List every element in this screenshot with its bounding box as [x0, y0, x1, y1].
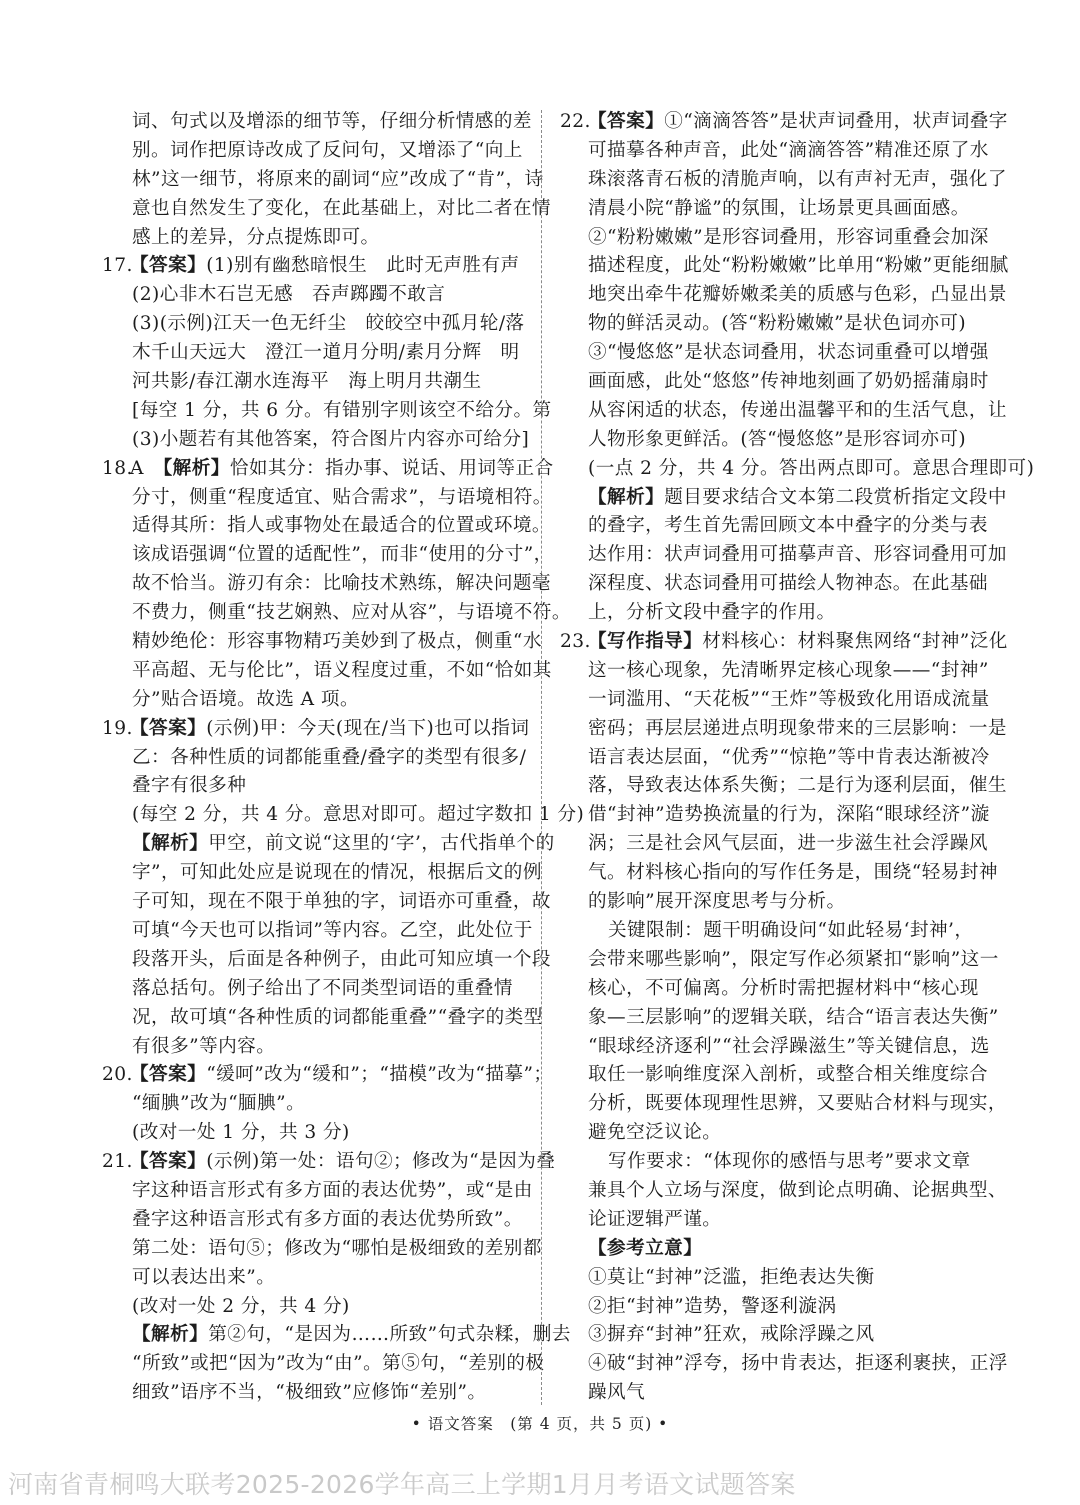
text-line: 象—三层影响”的逻辑关联，结合“语言表达失衡” — [588, 1006, 999, 1028]
right-column — [560, 108, 1035, 1408]
text-line: (每空 2 分，共 4 分。意思对即可。超过字数扣 1 分) — [132, 804, 585, 826]
text-line: 达作用：状声词叠用可描摹声音、形容词叠用可加 — [588, 544, 1007, 566]
text-line: “眼球经济逐利”“社会浮躁滋生”等关键信息，选 — [588, 1035, 990, 1057]
answer-label: 【答案】 — [130, 1064, 207, 1086]
question-19-first-line — [102, 715, 530, 744]
text-line: (改对一处 2 分，共 4 分) — [132, 1295, 350, 1317]
question-number: 19. — [102, 717, 133, 739]
question-22-first-line — [560, 108, 1008, 137]
question-21-first-line — [102, 1148, 556, 1177]
text-line: ②拒“封神”造势，警逐利漩涡 — [588, 1295, 837, 1317]
question-number: 21. — [102, 1151, 133, 1173]
text-line: ③“慢悠悠”是状态词叠用，状态词重叠可以增强 — [588, 342, 989, 364]
text-line: 密码；再层层递进点明现象带来的三层影响：一是 — [588, 717, 1007, 739]
text-line: 林”这一细节，将原来的副词“应”改成了“肯”，诗 — [132, 168, 544, 190]
question-number: 23. — [560, 631, 591, 653]
answer-text: (1)别有幽愁暗恨生 此时无声胜有声 — [206, 255, 520, 277]
text-line: 物的鲜活灵动。(答“粉粉嫩嫩”是状色词亦可) — [588, 313, 967, 335]
text-line: 可填“今天也可以指词”等内容。乙空，此处位于 — [132, 919, 533, 941]
reference-heading — [560, 1235, 980, 1264]
text-line: 地突出牵牛花瓣娇嫩柔美的质感与色彩，凸显出景 — [588, 284, 1007, 306]
text-line: 字这种语言形式有多方面的表达优势”，或“是由 — [132, 1179, 533, 1201]
question-18-first-line — [102, 455, 554, 484]
text-line: 词、句式以及增添的细节等，仔细分析情感的差 — [132, 111, 532, 132]
answer-label: 【答案】 — [588, 111, 665, 132]
answer-text: (示例)第一处：语句②；修改为“是因为叠 — [206, 1151, 556, 1173]
text-line: 字”，可知此处应是说现在的情况，根据后文的例 — [132, 862, 542, 884]
text-line: 木千山天远大 澄江一道月分明/素月分辉 明 — [132, 342, 520, 364]
text-line: 精妙绝伦：形容事物精巧美妙到了极点，侧重“水 — [132, 631, 542, 653]
text-line: 适得其所：指人或事物处在最适合的位置或环境。 — [132, 515, 551, 537]
text-line: “所致”或把“因为”改为“由”。第⑤句，“差别的极 — [132, 1353, 545, 1375]
text-line: 描述程度，此处“粉粉嫩嫩”比单用“粉嫩”更能细腻 — [588, 255, 1009, 277]
text-line: 兼具个人立场与深度，做到论点明确、论据典型、 — [588, 1179, 1007, 1201]
text-line: 避免空泛议论。 — [588, 1122, 722, 1144]
text-line: 躁风气 — [588, 1382, 646, 1404]
answer-text: (示例)甲：今天(现在/当下)也可以指词 — [206, 717, 530, 739]
text-line: 珠滚落青石板的清脆声响，以有声衬无声，强化了 — [588, 168, 1007, 190]
text-line: (2)心非木石岂无感 吞声踯躅不敢言 — [132, 284, 446, 306]
text-line: 乙：各种性质的词都能重叠/叠字的类型有很多/ — [132, 746, 527, 768]
column-divider — [541, 110, 542, 1405]
text-line: (3)(示例)江天一色无纤尘 皎皎空中孤月轮/落 — [132, 313, 525, 335]
text-line: 深程度、状态词叠用可描绘人物神态。在此基础 — [588, 573, 988, 595]
text-line: 一词滥用、“天花板”“王炸”等极致化用语成流量 — [588, 688, 990, 710]
answer-label: 【答案】 — [130, 255, 207, 277]
answer-label: 【答案】 — [130, 1151, 207, 1173]
page-footer: • 语文答案 (第 4 页，共 5 页) • — [411, 1415, 669, 1433]
text-line: 段落开头，后面是各种例子，由此可知应填一个段 — [132, 948, 551, 970]
analysis-label: 【解析】 — [132, 1324, 209, 1346]
text-line: (改对一处 1 分，共 3 分) — [132, 1122, 350, 1144]
question-number: 18. — [102, 457, 133, 479]
text-line: 核心，不可偏离。分析时需把握材料中“核心现 — [588, 977, 979, 999]
watermark: 河南省青桐鸣大联考2025-2026学年高三上学期1月月考语文试题答案 — [8, 1470, 796, 1499]
text-line: ②“粉粉嫩嫩”是形容词叠用，形容词重叠会加深 — [588, 226, 989, 248]
text-line: 不费力，侧重“技艺娴熟、应对从容”，与语境不符。 — [132, 602, 571, 624]
question-17-first-line — [102, 252, 522, 281]
text-line: ④破“封神”浮夸，扬中肯表达，拒逐利裹挟，正浮 — [588, 1353, 1008, 1375]
answer-text: ①“滴滴答答”是状声词叠用，状声词叠字 — [664, 111, 1008, 132]
question-number: 20. — [102, 1064, 133, 1086]
question-23-first-line — [560, 628, 1008, 657]
text-line: (3)小题若有其他答案，符合图片内容亦可给分] — [132, 428, 530, 450]
text-line: 取任一影响维度深入剖析，或整合相关维度综合 — [588, 1064, 988, 1086]
text-line: 感上的差异，分点提炼即可。 — [132, 226, 380, 248]
text-line: 气。材料核心指向的写作任务是，围绕“轻易封神 — [588, 862, 998, 884]
text-line: 细致”语序不当，“极细致”应修饰“差别”。 — [132, 1382, 487, 1404]
analysis-text: 甲空，前文说“这里的‘字’，古代指单个的 — [208, 833, 555, 855]
text-line: 画面感，此处“悠悠”传神地刻画了奶奶摇蒲扇时 — [588, 371, 989, 393]
analysis-text: 题目要求结合文本第二段赏析指定文段中 — [664, 486, 1007, 508]
paragraph-first-line: 关键限制：题干明确设问“如此轻易‘封神’， — [608, 919, 974, 941]
text-line: 子可知，现在不限于单独的字，词语亦可重叠，故 — [132, 891, 551, 913]
text-line: 分析，既要体现理性思辨，又要贴合材料与现实， — [588, 1093, 1007, 1115]
text-line: 落总括句。例子给出了不同类型词语的重叠情 — [132, 977, 513, 999]
paragraph-first-line: 写作要求：“体现你的感悟与思考”要求文章 — [608, 1151, 971, 1173]
text-line: [每空 1 分，共 6 分。有错别字则该空不给分。第 — [132, 399, 552, 421]
text-line: “缅腆”改为“腼腆”。 — [132, 1093, 306, 1115]
text-line: 分寸，侧重“程度适宜、贴合需求”，与语境相符。 — [132, 486, 552, 508]
text-line: 有很多”等内容。 — [132, 1035, 276, 1057]
text-line: 上，分析文段中叠字的作用。 — [588, 602, 836, 624]
text-line: 的影响”展开深度思考与分析。 — [588, 891, 846, 913]
text-line: 可以表达出来”。 — [132, 1266, 276, 1288]
text-line: 这一核心现象，先清晰界定核心现象——“封神” — [588, 659, 989, 681]
answer-label: 【解析】 — [162, 457, 230, 479]
answer-text: 恰如其分：指办事、说话、用词等正合 — [229, 457, 554, 479]
answer-text: 材料核心：材料聚焦网络“封神”泛化 — [702, 631, 1008, 653]
text-line: 该成语强调“位置的适配性”，而非“使用的分寸”， — [132, 544, 553, 566]
analysis-first-line — [102, 1321, 571, 1350]
answer-text: “缓呵”改为“缓和”；“描模”改为“描摹”； — [206, 1064, 553, 1086]
text-line: 别。词作把原诗改成了反问句，又增添了“向上 — [132, 139, 523, 161]
analysis-first-line — [560, 484, 1007, 513]
text-line: 会带来哪些影响”，限定写作必须紧扣“影响”这一 — [588, 948, 999, 970]
question-number: 17. — [102, 255, 133, 277]
text-line: ①莫让“封神”泛滥，拒绝表达失衡 — [588, 1266, 875, 1288]
text-line: 第二处：语句⑤；修改为“哪怕是极细致的差别都 — [132, 1237, 542, 1259]
text-line: 意也自然发生了变化，在此基础上，对比二者在情 — [132, 197, 551, 219]
reference-label: 【参考立意】 — [588, 1237, 703, 1259]
text-line: 涡；三是社会风气层面，进一步滋生社会浮躁风 — [588, 833, 988, 855]
text-line: 平高超、无与伦比”，语义程度过重，不如“恰如其 — [132, 659, 552, 681]
text-line: 落，导致表达体系失衡；二是行为逐利层面，催生 — [588, 775, 1007, 797]
analysis-text: 第②句，“是因为……所致”句式杂糅，删去 — [208, 1324, 571, 1346]
text-line: 从容闲适的状态，传递出温馨平和的生活气息，让 — [588, 399, 1007, 421]
text-line: 故不恰当。游刃有余：比喻技术熟练，解决问题毫 — [132, 573, 551, 595]
text-line: ③摒弃“封神”狂欢，戒除浮躁之风 — [588, 1324, 875, 1346]
text-line: 叠字有很多种 — [132, 775, 247, 797]
analysis-label: 【解析】 — [132, 833, 209, 855]
analysis-first-line — [102, 830, 555, 859]
text-line: 河共影/春江潮水连海平 海上明月共潮生 — [132, 371, 482, 393]
text-line: 借“封神”造势换流量的行为，深陷“眼球经济”漩 — [588, 804, 990, 826]
text-line: 况，故可填“各种性质的词都能重叠”“叠字的类型 — [132, 1006, 543, 1028]
analysis-label: 【解析】 — [588, 486, 665, 508]
text-line: 叠字这种语言形式有多方面的表达优势所致”。 — [132, 1208, 523, 1230]
text-line: 清晨小院“静谧”的氛围，让场景更具画面感。 — [588, 197, 970, 219]
text-line: 人物形象更鲜活。(答“慢悠悠”是形容词亦可) — [588, 428, 967, 450]
text-line: 语言表达层面，“优秀”“惊艳”等中肯表达渐被冷 — [588, 746, 990, 768]
text-line: (一点 2 分，共 4 分。答出两点即可。意思合理即可) — [588, 457, 1035, 479]
text-line: 的叠字，考生首先需回顾文本中叠字的分类与表 — [588, 515, 988, 537]
text-line: 分”贴合语境。故选 A 项。 — [132, 688, 359, 710]
answer-choice: A — [130, 457, 163, 479]
question-20-first-line — [102, 1061, 553, 1090]
answer-label: 【答案】 — [130, 717, 207, 739]
question-number: 22. — [560, 111, 591, 132]
text-line: 论证逻辑严谨。 — [588, 1208, 722, 1230]
answer-label: 【写作指导】 — [588, 631, 703, 653]
text-line: 可描摹各种声音，此处“滴滴答答”精准还原了水 — [588, 139, 989, 161]
